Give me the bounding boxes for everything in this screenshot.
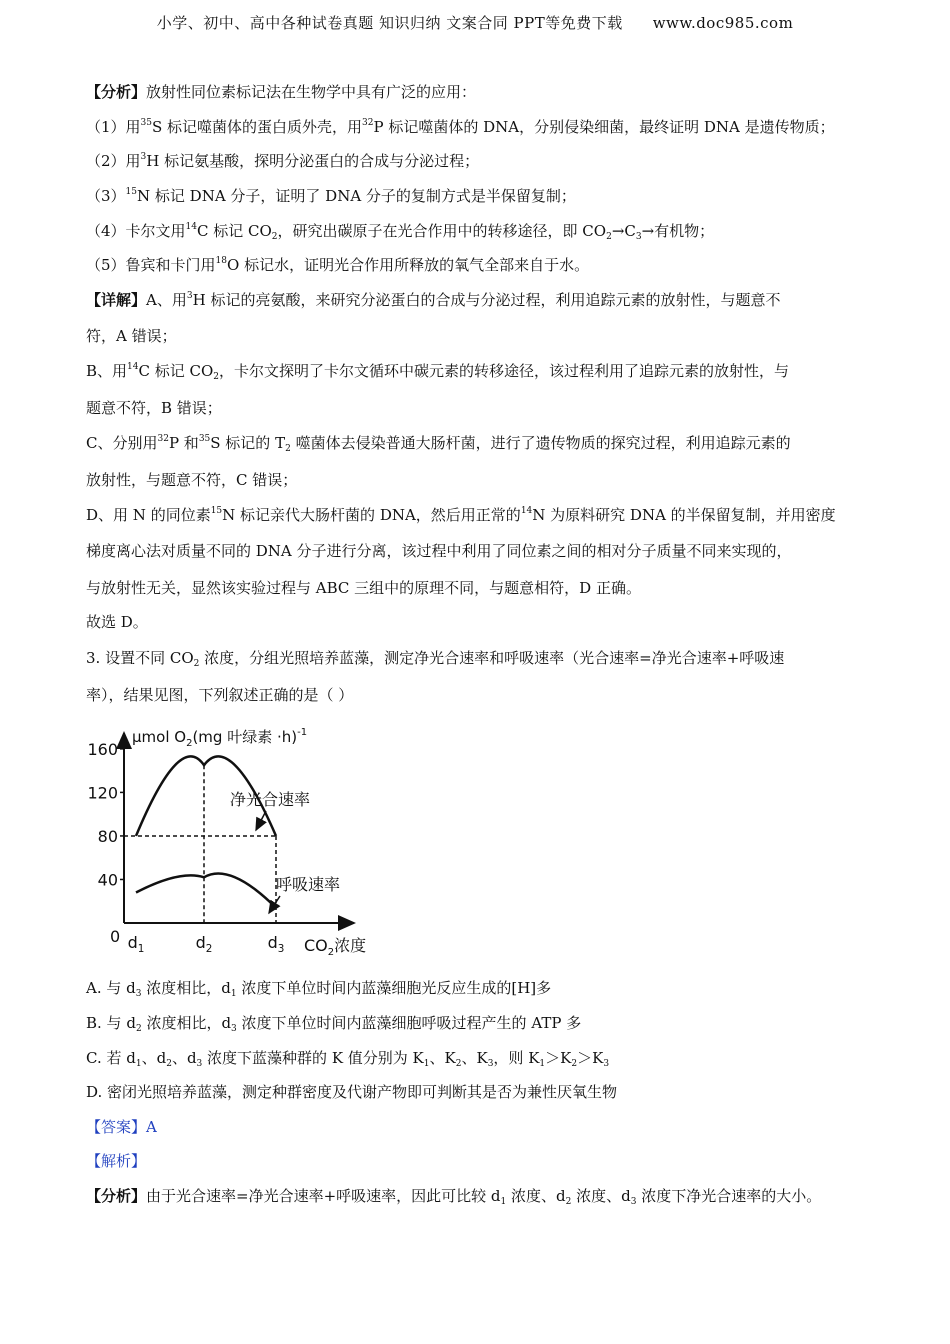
detail-tag: 【详解】 bbox=[86, 291, 147, 309]
respiration-arrow bbox=[269, 896, 280, 913]
analysis-tag: 【分析】 bbox=[86, 83, 147, 101]
option-c[interactable]: C. 若 $d_1$、$d_2$、$d_3$ 浓度下蓝藻种群的 K 值分别为 $K_1$、$K_2$、$K_3$，则 $K_1>K_2>K_3$ bbox=[86, 1049, 610, 1069]
y-tick-label: 80 bbox=[97, 826, 118, 846]
respiration-label: 呼吸速率 bbox=[276, 875, 341, 894]
header-site-link[interactable]: www.doc985.com bbox=[652, 14, 794, 32]
net-photosynthesis-label: 净光合速率 bbox=[230, 790, 311, 809]
page-header bbox=[0, 12, 950, 33]
y-axis-label: μmol $O_2(mg$ 叶绿素 ·h)$^{-1}$ bbox=[132, 727, 308, 749]
detail-c-line-1: C、分别用$^{32}$P 和$^{35}$S 标记的 $T_2$ 噬菌体去侵染普通大肠杆菌，进行了遗传物质的探究过程，利用追踪元素的 bbox=[86, 434, 791, 454]
option-b[interactable]: B. 与 $d_2$ 浓度相比，$d_3$ 浓度下单位时间内蓝藻细胞呼吸过程产生的 ATP 多 bbox=[86, 1014, 582, 1034]
detail-a-line-2: 符，A 错误； bbox=[86, 327, 177, 345]
x-tick-label-d2: $d_2$ bbox=[195, 933, 213, 955]
detail-b-line-2: 题意不符，B 错误； bbox=[86, 399, 222, 417]
detail-c-line-2: 放射性，与题意不符，C 错误； bbox=[86, 471, 298, 489]
y-tick-label: 40 bbox=[97, 870, 118, 890]
rate-chart bbox=[87, 718, 386, 963]
detail-d-line-2: 梯度离心法对质量不同的 DNA 分子进行分离，该过程中利用了同位素之间的相对分子质量不同来实现的， bbox=[86, 542, 792, 560]
respiration-curve bbox=[136, 873, 276, 907]
detail-d-line-3: 与放射性无关，显然该实验过程与 ABC 三组中的原理不同，与题意相符，D 正确。 bbox=[86, 579, 641, 597]
analysis-item-3: $(3)^{15}N$ 标记 DNA 分子，证明了 DNA 分子的复制方式是半保留复制； bbox=[86, 187, 576, 205]
y-tick-label: 120 bbox=[87, 783, 118, 803]
analysis2-line: 【分析】由于光合速率=净光合速率+呼吸速率，因此可比较 $d_1$ 浓度、$d_2$ 浓度、$d_3$ 浓度下净光合速率的大小。 bbox=[86, 1187, 822, 1207]
x-axis-label: $CO_2$浓度 bbox=[304, 936, 367, 958]
net-photosynthesis-arrow bbox=[256, 811, 266, 830]
analysis-item-4: （4）卡尔文用$^{14}$C 标记 $CO_2$，研究出碳原子在光合作用中的转移途径，即 $CO_2\to C_3\to$有机物； bbox=[86, 222, 715, 242]
option-d[interactable]: D. 密闭光照培养蓝藻，测定种群密度及代谢产物即可判断其是否为兼性厌氧生物 bbox=[86, 1083, 618, 1101]
analysis-item-1: （1）用$^{35}$S 标记噬菌体的蛋白质外壳，用$^{32}$P 标记噬菌体的 DNA，分别侵染细菌，最终证明 DNA 是遗传物质； bbox=[86, 118, 835, 136]
detail-d-line-1: D、用 N 的同位素$^{15}$N 标记亲代大肠杆菌的 DNA，然后用正常的$^{14}$N 为原料研究 DNA 的半保留复制，并用密度 bbox=[86, 506, 836, 524]
detail-b-line-1: B、用$^{14}$C 标记 $CO_2$，卡尔文探明了卡尔文循环中碳元素的转移途径，该过程利用了追踪元素的放射性，与 bbox=[86, 362, 790, 382]
explain-tag: 【解析】 bbox=[86, 1152, 147, 1170]
x-tick-label-d1: $d_1$ bbox=[127, 933, 145, 955]
analysis-item-5: （5）鲁宾和卡门用$^{18}$O 标记水，证明光合作用所释放的氧气全部来自于水。 bbox=[86, 256, 590, 274]
detail-choose: 故选 D。 bbox=[86, 613, 148, 631]
origin-label: 0 bbox=[110, 927, 121, 946]
option-a[interactable]: A. 与 $d_3$ 浓度相比，$d_1$ 浓度下单位时间内蓝藻细胞光反应生成的[H]多 bbox=[86, 979, 552, 999]
x-tick-label-d3: $d_3$ bbox=[267, 933, 285, 955]
analysis-item-2: （2）用$^3$H 标记氨基酸，探明分泌蛋白的合成与分泌过程； bbox=[86, 152, 480, 170]
analysis-intro: 【分析】放射性同位素标记法在生物学中具有广泛的应用： bbox=[86, 83, 477, 101]
detail-a-line-1: 【详解】A、用$^3$H 标记的亮氨酸，来研究分泌蛋白的合成与分泌过程，利用追踪元素的放射性，与题意不 bbox=[86, 291, 781, 309]
question-line-1: 3. 设置不同 $CO_2$ 浓度，分组光照培养蓝藻，测定净光合速率和呼吸速率（光合速率=净光合速率+呼吸速 bbox=[86, 649, 785, 669]
header-title: 小学、初中、高中各种试卷真题 知识归纳 文案合同 PPT等免费下载 bbox=[156, 14, 623, 32]
question-line-2: 率），结果见图，下列叙述正确的是（ ） bbox=[86, 686, 354, 704]
y-tick-label: 160 bbox=[87, 739, 118, 759]
answer: 【答案】A bbox=[86, 1118, 157, 1136]
